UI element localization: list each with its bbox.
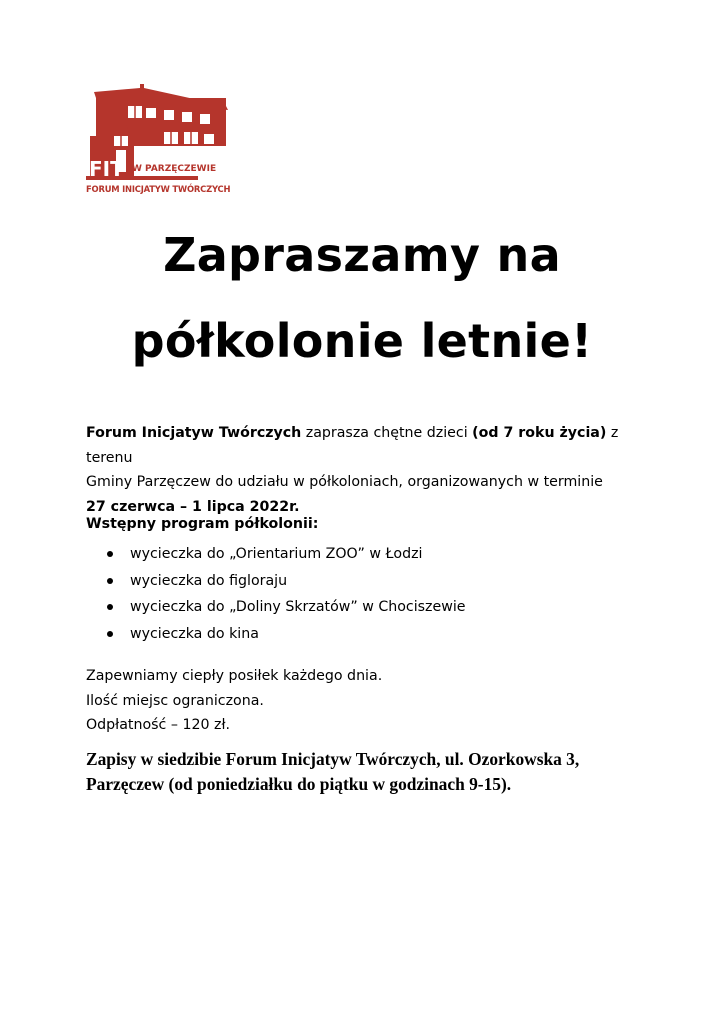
info-places: Ilość miejsc ograniczona. <box>86 692 264 709</box>
intro-age: (od 7 roku życia) <box>472 425 607 441</box>
fit-logo-house-icon <box>84 84 236 198</box>
intro-org-name: Forum Inicjatyw Twórczych <box>86 425 302 441</box>
info-fee: Odpłatność – 120 zł. <box>86 717 231 733</box>
logo-letters: FIT <box>89 157 124 181</box>
signup-line-1: Zapisy w siedzibie Forum Inicjatyw Twórczych, ul. Ozorkowska 3, <box>86 749 580 769</box>
intro-text-2: z terenu <box>86 425 619 466</box>
intro-paragraph <box>86 421 646 519</box>
list-item: wycieczka do figloraju <box>104 568 466 595</box>
intro-line-2: Gminy Parzęczew do udziału w półkoloniach, organizowanych w terminie <box>86 474 603 490</box>
info-block <box>86 664 382 738</box>
program-title: Wstępny program półkolonii: <box>86 516 319 532</box>
logo-subtitle-2: FORUM INICJATYW TWÓRCZYCH <box>86 184 231 194</box>
headline-line-1: Zapraszamy na <box>163 228 561 282</box>
fit-logo <box>84 84 236 198</box>
list-item: wycieczka do „Doliny Skrzatów” w Chociszewie <box>104 594 466 621</box>
intro-dates: 27 czerwca – 1 lipca 2022r. <box>86 498 300 515</box>
logo-subtitle-1: W PARZĘCZEWIE <box>132 164 217 174</box>
list-item: wycieczka do kina <box>104 621 466 648</box>
intro-text-1: zaprasza chętne dzieci <box>301 425 473 441</box>
signup-info <box>86 747 646 797</box>
headline-line-2: półkolonie letnie! <box>131 314 593 368</box>
signup-line-2: Parzęczew (od poniedziałku do piątku w godzinach 9-15). <box>86 774 512 794</box>
list-item: wycieczka do „Orientarium ZOO” w Łodzi <box>104 541 466 568</box>
program-list <box>104 541 466 647</box>
info-meal: Zapewniamy ciepły posiłek każdego dnia. <box>86 668 383 684</box>
headline <box>0 212 724 384</box>
